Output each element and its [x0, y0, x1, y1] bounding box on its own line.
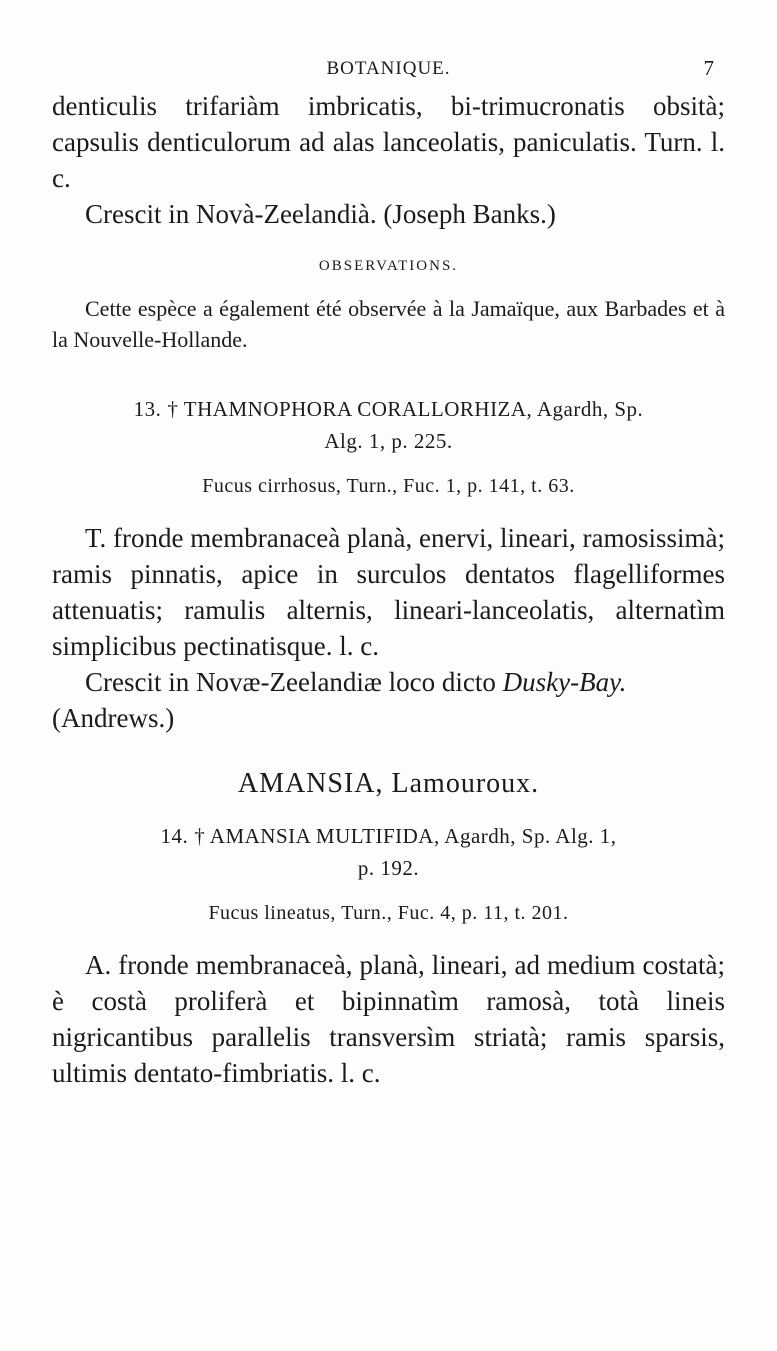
- spacer: [52, 355, 725, 393]
- species-entry-13-line-1: [52, 393, 725, 425]
- species-name-14: † AMANSIA MULTIFIDA, Agardh, Sp. Alg. 1,: [194, 824, 617, 848]
- genus-heading: AMANSIA, Lamouroux.: [237, 768, 540, 799]
- species-name-13: † THAMNOPHORA CORALLORHIZA, Agardh, Sp.: [167, 397, 644, 421]
- species-entry-13: [52, 393, 725, 457]
- page-number: 7: [703, 56, 715, 80]
- observations-text: Cette espèce a également été observée à la Jamaïque, aux Barbades et à la Nouvelle-Hollande.: [52, 296, 725, 352]
- species-entry-14-line-1: [52, 820, 725, 852]
- species-number-14: 14.: [160, 824, 189, 848]
- synonym-13: Fucus cirrhosus, Turn., Fuc. 1, p. 141, t. 63.: [202, 475, 575, 497]
- habitat-prefix-13: Crescit in Novæ-Zeelandiæ loco dicto: [85, 667, 496, 697]
- paragraph-continued-description: denticulis trifariàm imbricatis, bi-trimucronatis obsità; capsulis denticulorum ad alas lanceolatis, paniculatis. Turn. l. c.: [52, 91, 725, 193]
- running-title: BOTANIQUE.: [326, 58, 451, 79]
- observations-heading: OBSERVATIONS.: [318, 258, 459, 274]
- synonym-14: Fucus lineatus, Turn., Fuc. 4, p. 11, t. 201.: [208, 902, 569, 924]
- description-13: T. fronde membranaceà planà, enervi, lineari, ramosissimà; ramis pinnatis, apice in surculos dentatos flagelliformes attenuatis; ramulis alternis, lineari-lanceolatis, alternatìm simplicibus pectinatisque. l. c.: [52, 523, 725, 661]
- description-14: A. fronde membranaceà, planà, lineari, ad medium costatà; è costà proliferà et bipinnatìm ramosà, totà lineis nigricantibus parallelis transversìm striatà; ramis sparsis, ultimis dentato-fimbriatis. l. c.: [52, 950, 725, 1088]
- habitat-collector-13: (Andrews.): [52, 703, 175, 733]
- habitat-note-13: [52, 664, 725, 700]
- running-header: [52, 52, 725, 88]
- species-citation-13: Alg. 1, p. 225.: [324, 429, 453, 453]
- habitat-place-13: Dusky-Bay.: [502, 667, 627, 697]
- species-number-13: 13.: [133, 397, 162, 421]
- species-entry-14: [52, 820, 725, 884]
- species-citation-14: p. 192.: [357, 856, 420, 880]
- habitat-note-1: Crescit in Novà-Zeelandià. (Joseph Banks.): [85, 199, 556, 229]
